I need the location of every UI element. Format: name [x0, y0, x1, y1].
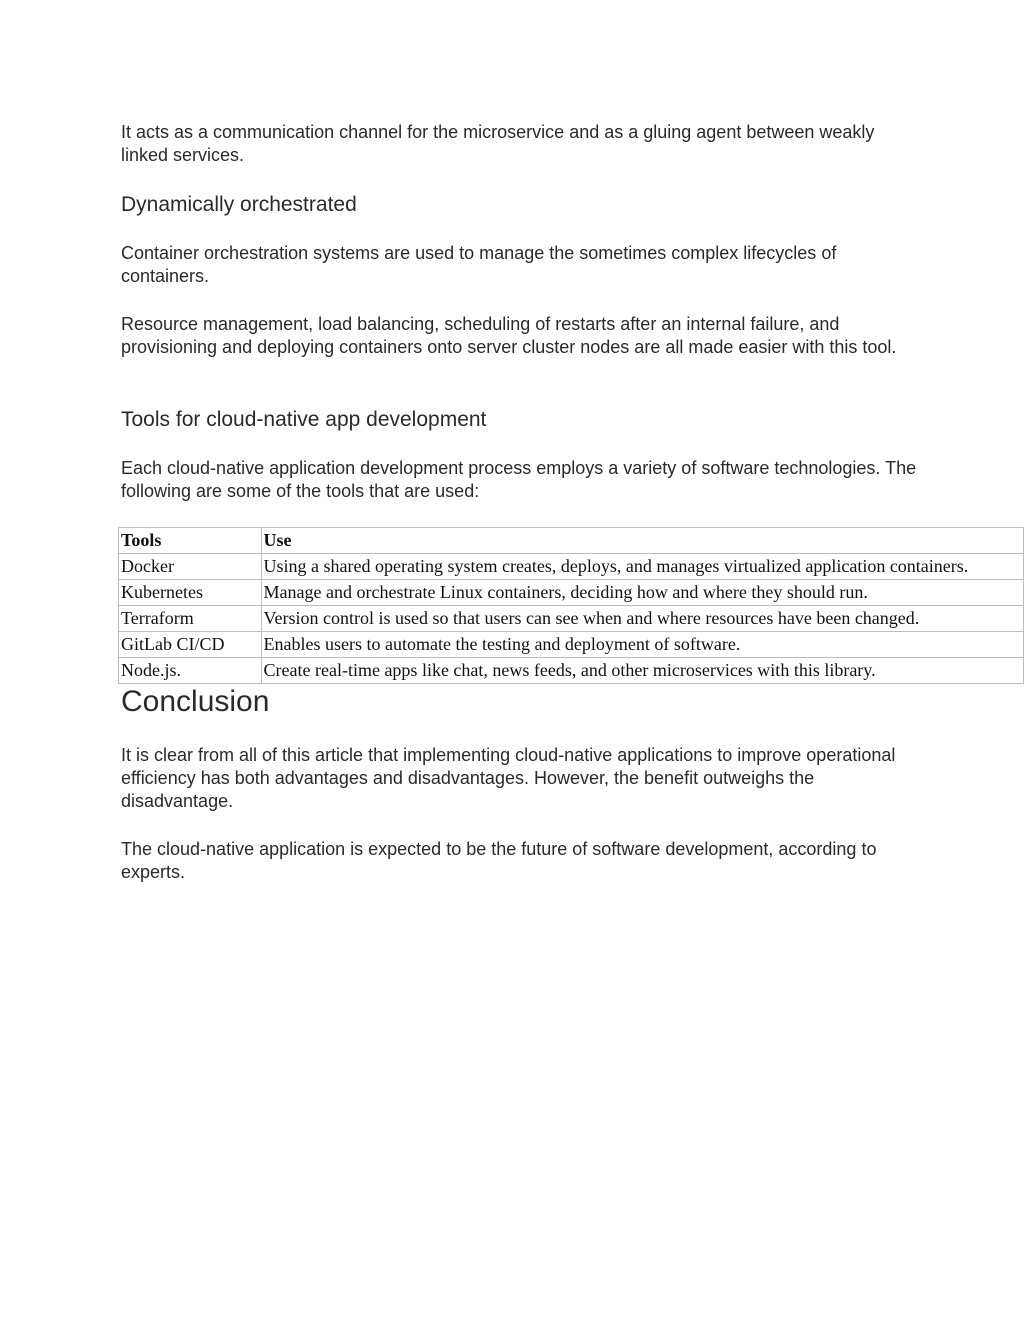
- intro-paragraph: It acts as a communication channel for the microservice and as a gluing agent between weakly linked services.: [121, 122, 875, 165]
- table-header-tools: Tools: [119, 528, 262, 554]
- table-row: [119, 606, 1024, 632]
- table-cell-tool: Node.js.: [119, 658, 262, 684]
- dynamic-paragraph-2: Resource management, load balancing, scheduling of restarts after an internal failure, and provisioning and deploying containers onto server cluster nodes are all made easier with this tool.: [121, 314, 897, 357]
- table-header-row: [119, 528, 1024, 554]
- tools-paragraph: Each cloud-native application development process employs a variety of software technologies. The following are some of the tools that are used:: [121, 458, 917, 501]
- table-header-use: Use: [261, 528, 1023, 554]
- table-cell-tool: Terraform: [119, 606, 262, 632]
- tools-table-wrapper: [118, 527, 1024, 684]
- table-cell-tool: Kubernetes: [119, 580, 262, 606]
- tools-table: [118, 527, 1024, 684]
- table-cell-use: Create real-time apps like chat, news feeds, and other microservices with this library.: [261, 658, 1023, 684]
- tools-heading: Tools for cloud-native app development: [121, 408, 487, 431]
- table-row: [119, 554, 1024, 580]
- dynamic-orchestration-heading: Dynamically orchestrated: [121, 193, 357, 216]
- table-cell-use: Enables users to automate the testing and deployment of software.: [261, 632, 1023, 658]
- table-cell-use: Version control is used so that users can see when and where resources have been changed.: [261, 606, 1023, 632]
- table-row: [119, 658, 1024, 684]
- table-cell-use: Manage and orchestrate Linux containers, deciding how and where they should run.: [261, 580, 1023, 606]
- conclusion-heading: Conclusion: [121, 685, 270, 718]
- conclusion-paragraph-1: It is clear from all of this article that implementing cloud-native applications to improve operational efficiency has both advantages and disadvantages. However, the benefit outweighs the disadvantage.: [121, 745, 896, 811]
- conclusion-paragraph-2: The cloud-native application is expected to be the future of software development, according to experts.: [121, 839, 877, 882]
- table-row: [119, 580, 1024, 606]
- table-cell-tool: Docker: [119, 554, 262, 580]
- table-cell-tool: GitLab CI/CD: [119, 632, 262, 658]
- table-cell-use: Using a shared operating system creates, deploys, and manages virtualized application containers.: [261, 554, 1023, 580]
- dynamic-paragraph-1: Container orchestration systems are used to manage the sometimes complex lifecycles of containers.: [121, 243, 837, 286]
- table-row: [119, 632, 1024, 658]
